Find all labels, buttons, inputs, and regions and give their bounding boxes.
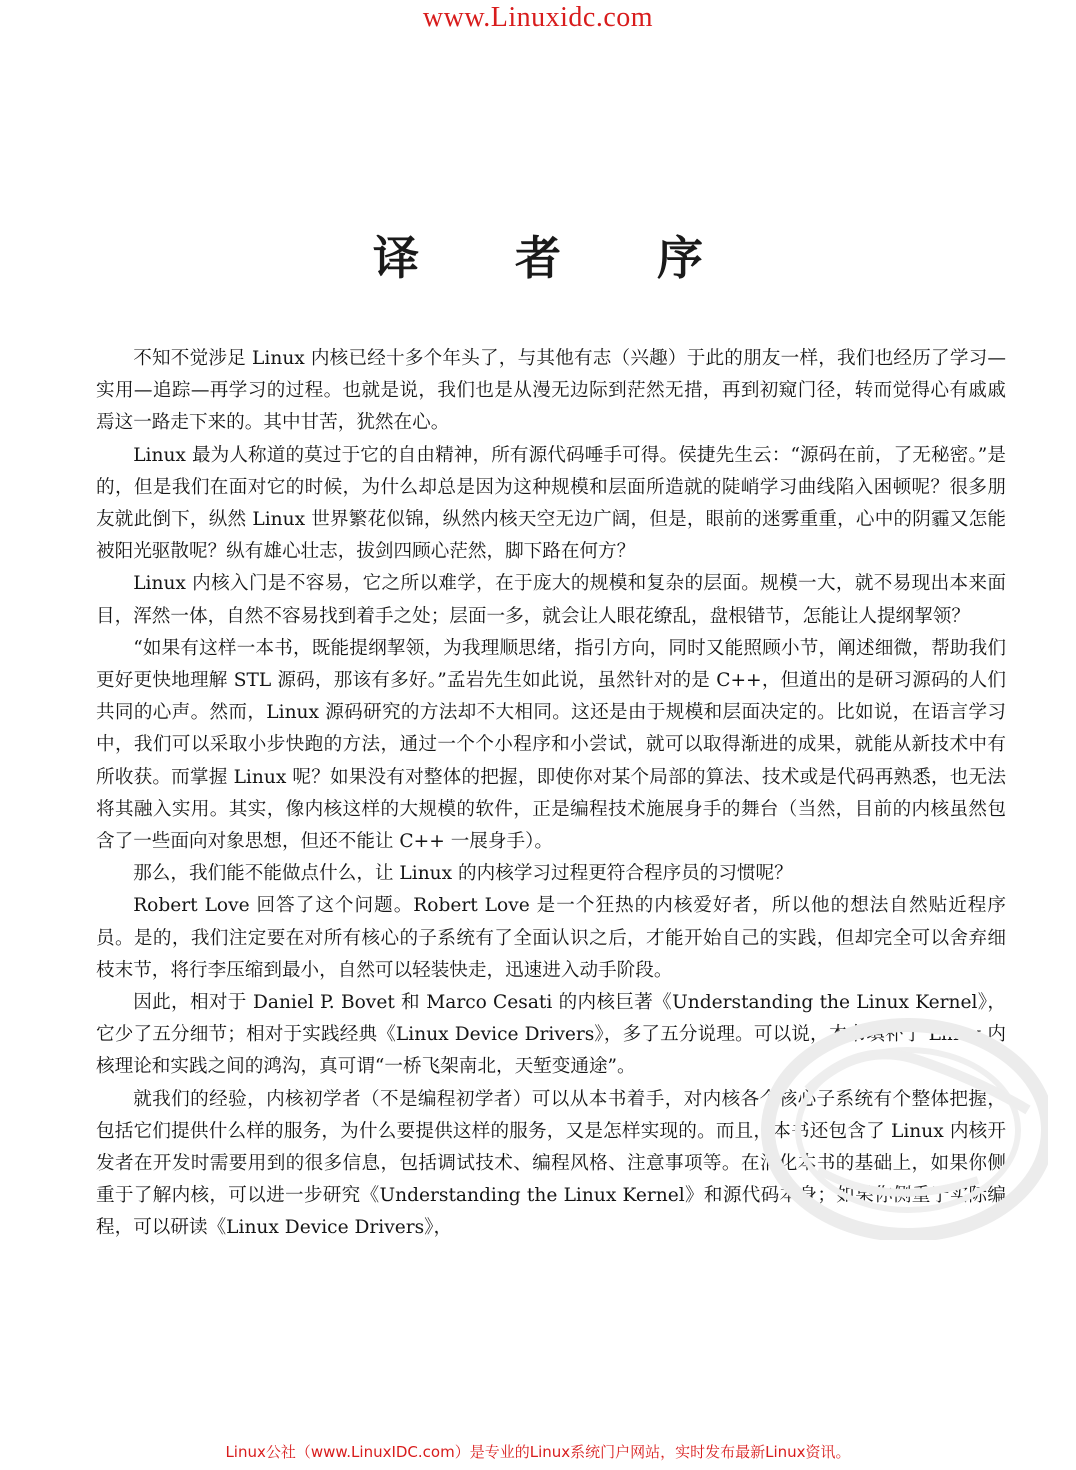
header-url[interactable]: www.Linuxidc.com — [422, 2, 654, 33]
body-text — [96, 343, 1006, 1245]
paragraph: 就我们的经验，内核初学者（不是编程初学者）可以从本书着手，对内核各个核心子系统有个整体把握，包括它们提供什么样的服务，为什么要提供这样的服务，又是怎样实现的。而且，本书还包含了 Linux 内核开发者在开发时需要用到的很多信息，包括调试技术、编程风格、注意事项等。在消化本书的基础上，如果你侧重于了解内核，可以进一步研究《Understanding the Linux Kernel》和源代码本身；如果你侧重于实际编程，可以研读《Linux Device Drivers》， — [96, 1088, 1006, 1239]
paragraph: “如果有这样一本书，既能提纲挈领，为我理顺思绪，指引方向，同时又能照顾小节，阐述细微，帮助我们更好更快地理解 STL 源码，那该有多好。”孟岩先生如此说，虽然针对的是 C++，但道出的是研习源码的人们共同的心声。然而，Linux 源码研究的方法却不大相同。这还是由于规模和层面决定的。比如说，在语言学习中，我们可以采取小步快跑的方法，通过一个个小程序和小尝试，就可以取得渐进的成果，就能从新技术中有所收获。而掌握 Linux 呢？如果没有对整体的把握，即使你对某个局部的算法、技术或是代码再熟悉，也无法将其融入实用。其实，像内核这样的大规模的软件，正是编程技术施展身手的舞台（当然，目前的内核虽然包含了一些面向对象思想，但还不能让 C++ 一展身手）。 — [96, 637, 1006, 853]
paragraph: 因此，相对于 Daniel P. Bovet 和 Marco Cesati 的内核巨著《Understanding the Linux Kernel》，它少了五分细节；相对于实践经典《Linux Device Drivers》，多了五分说理。可以说，本书填补了 Linux 内核理论和实践之间的鸿沟，真可谓“一桥飞架南北，天堑变通途”。 — [96, 992, 1006, 1078]
paragraph: Robert Love 回答了这个问题。Robert Love 是一个狂热的内核爱好者，所以他的想法自然贴近程序员。是的，我们注定要在对所有核心的子系统有了全面认识之后，才能开始自己的实践，但却完全可以舍弃细枝末节，将行李压缩到最小，自然可以轻装快走，迅速进入动手阶段。 — [96, 895, 1006, 981]
paragraph: 不知不觉涉足 Linux 内核已经十多个年头了，与其他有志（兴趣）于此的朋友一样，我们也经历了学习—实用—追踪—再学习的过程。也就是说，我们也是从漫无边际到茫然无措，再到初窥门径，转而觉得心有戚戚焉这一路走下来的。其中甘苦，犹然在心。 — [96, 348, 1006, 434]
paragraph: 那么，我们能不能做点什么，让 Linux 的内核学习过程更符合程序员的习惯呢？ — [133, 863, 793, 885]
page-title: 译 者 序 — [372, 231, 744, 285]
footer-note[interactable]: Linux公社（www.LinuxIDC.com）是专业的Linux系统门户网站，实时发布最新Linux资讯。 — [225, 1443, 851, 1461]
paragraph: Linux 内核入门是不容易，它之所以难学，在于庞大的规模和复杂的层面。规模一大，就不易现出本来面目，浑然一体，自然不容易找到着手之处；层面一多，就会让人眼花缭乱，盘根错节，怎能让人提纲挈领？ — [96, 573, 1006, 627]
paragraph: Linux 最为人称道的莫过于它的自由精神，所有源代码唾手可得。侯捷先生云：“源码在前，了无秘密。”是的，但是我们在面对它的时候，为什么却总是因为这种规模和层面所造就的陡峭学习曲线陷入困顿呢？很多朋友就此倒下，纵然 Linux 世界繁花似锦，纵然内核天空无边广阔，但是，眼前的迷雾重重，心中的阴霾又怎能被阳光驱散呢？纵有雄心壮志，拔剑四顾心茫然，脚下路在何方？ — [96, 444, 1006, 563]
